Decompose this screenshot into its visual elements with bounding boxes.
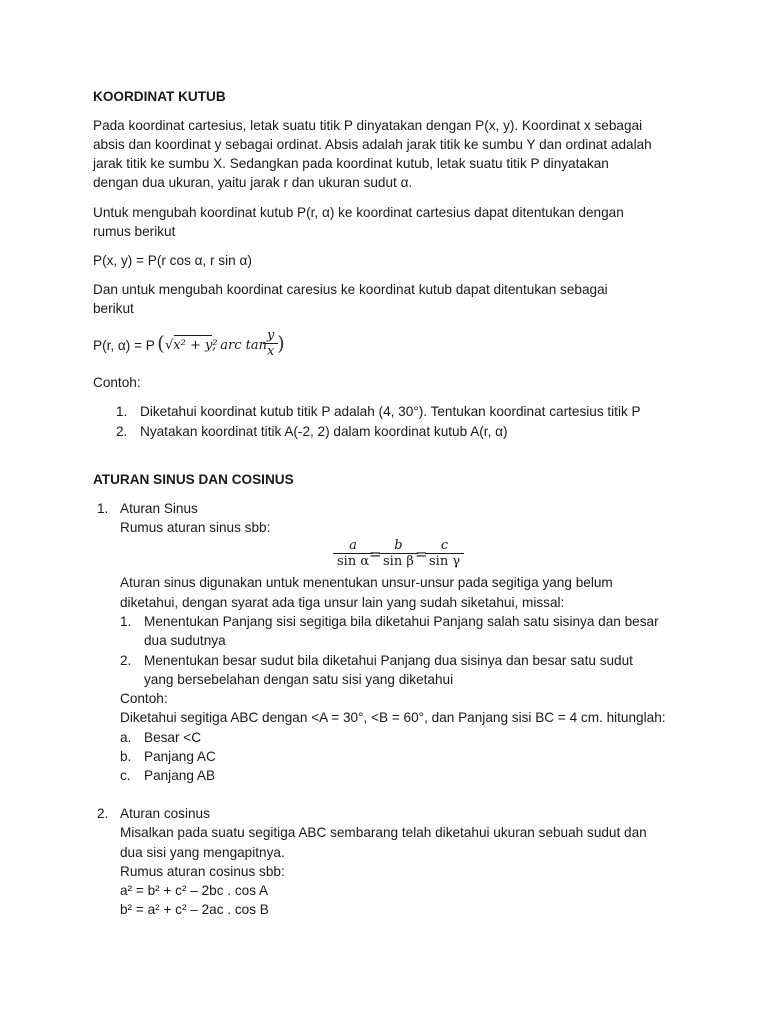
formula-arctan: , arc tan [212, 338, 267, 353]
sqrt-bar [174, 335, 212, 336]
fraction-denominator: x [263, 343, 278, 360]
paragraph-line: Misalkan pada suatu segitiga ABC sembarang telah diketahui ukuran sebuah sudut dan [120, 825, 647, 840]
list-number: 1. [116, 404, 128, 419]
contoh-label: Contoh: [93, 375, 141, 390]
list-item: Panjang AB [144, 768, 216, 783]
paragraph-line: diketahui, dengan syarat ada tiga unsur lain yang sudah siketahui, missal: [120, 595, 565, 610]
list-item: Menentukan Panjang sisi segitiga bila diketahui Panjang salah satu sisinya dan besar [144, 614, 659, 629]
formula-sqrt: √x² + y² [165, 338, 218, 353]
list-number: 1. [97, 501, 109, 516]
list-letter: c. [120, 768, 131, 783]
paragraph-line: rumus berikut [93, 224, 176, 239]
paragraph-line: dengan dua ukuran, yaitu jarak r dan ukuran sudut α. [93, 175, 413, 190]
list-number: 2. [120, 653, 132, 668]
list-item: yang bersebelahan dengan satu sisi yang diketahui [144, 672, 454, 687]
paragraph-line: Rumus aturan cosinus sbb: [120, 864, 285, 879]
paren-open: ( [157, 331, 165, 355]
list-item: Menentukan besar sudut bila diketahui Panjang dua sisinya dan besar satu sudut [144, 653, 633, 668]
fraction-numerator: y [267, 328, 275, 343]
list-item: Nyatakan koordinat titik A(-2, 2) dalam koordinat kutub A(r, α) [140, 424, 508, 439]
paragraph-line: jarak titik ke sumbu X. Sedangkan pada koordinat kutub, letak suatu titik P dinyatakan [93, 156, 609, 171]
fraction-denominator: sin α [333, 553, 373, 570]
list-number: 1. [120, 614, 132, 629]
contoh-label: Contoh: [120, 691, 168, 706]
paragraph-line: Aturan sinus digunakan untuk menentukan unsur-unsur pada segitiga yang belum [120, 575, 613, 590]
fraction-denominator: sin γ [425, 553, 464, 570]
paragraph-line: Diketahui segitiga ABC dengan <A = 30°, <B = 60°, dan Panjang sisi BC = 4 cm. hitunglah: [120, 710, 666, 725]
equals-sign: = [415, 545, 428, 563]
heading-koordinat-kutub: KOORDINAT KUTUB [93, 89, 226, 104]
paragraph-line: Rumus aturan sinus sbb: [120, 520, 271, 535]
list-item: dua sudutnya [144, 633, 226, 648]
paragraph-line: absis dan koordinat y sebagai ordinat. Absis adalah jarak titik ke sumbu Y dan ordinat adalah [93, 137, 652, 152]
formula-cartesian-to-polar-prefix: P(r, α) = P [93, 338, 155, 353]
list-item: Diketahui koordinat kutub titik P adalah (4, 30°). Tentukan koordinat cartesius titik P [140, 404, 641, 419]
paren-close: ) [277, 331, 285, 355]
fraction-denominator: sin β [379, 553, 418, 570]
formula-cosine-b: b² = a² + c² – 2ac . cos B [120, 902, 269, 917]
paragraph-line: Dan untuk mengubah koordinat caresius ke koordinat kutub dapat ditentukan sebagai [93, 282, 608, 297]
equals-sign: = [369, 545, 382, 563]
fraction-b-over-sin-beta [379, 538, 418, 570]
item-title: Aturan cosinus [120, 806, 210, 821]
fraction-a-over-sin-alpha [333, 538, 373, 570]
paragraph-line: dua sisi yang mengapitnya. [120, 845, 285, 860]
list-letter: b. [120, 749, 132, 764]
list-item: Panjang AC [144, 749, 216, 764]
paragraph-line: Pada koordinat cartesius, letak suatu titik P dinyatakan dengan P(x, y). Koordinat x sebagai [93, 118, 643, 133]
list-letter: a. [120, 730, 132, 745]
list-number: 2. [116, 424, 128, 439]
list-number: 2. [97, 806, 109, 821]
item-title: Aturan Sinus [120, 501, 198, 516]
fraction-c-over-sin-gamma [425, 538, 464, 570]
heading-aturan-sinus-cosinus: ATURAN SINUS DAN COSINUS [93, 472, 294, 487]
paragraph-line: Untuk mengubah koordinat kutub P(r, α) ke koordinat cartesius dapat ditentukan dengan [93, 205, 624, 220]
paragraph-line: berikut [93, 301, 134, 316]
fraction-numerator: c [440, 538, 449, 553]
fraction-numerator: b [394, 538, 403, 553]
formula-cosine-a: a² = b² + c² – 2bc . cos A [120, 883, 269, 898]
fraction-numerator: a [349, 538, 357, 553]
formula-polar-to-cartesian: P(x, y) = P(r cos α, r sin α) [93, 253, 252, 268]
list-item: Besar <C [144, 730, 202, 745]
